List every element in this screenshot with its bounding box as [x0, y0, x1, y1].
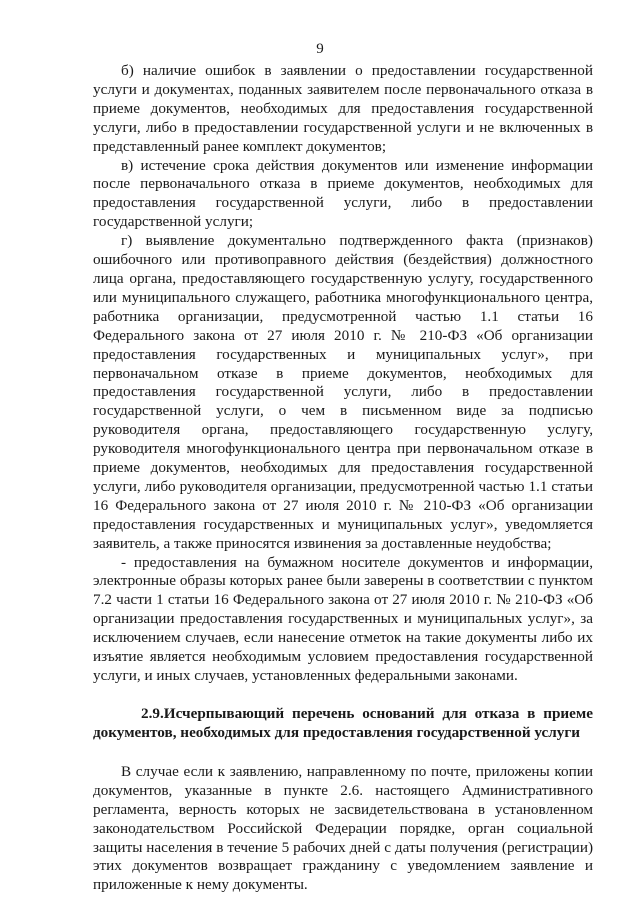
paragraph-v: в) истечение срока действия документов или изменение информации после первоначального отказа в приеме документов, необходимых для предоставления государственной услуги, либо в предоставлении государственной услуги; [93, 156, 593, 231]
paragraph-g: г) выявление документально подтвержденного факта (признаков) ошибочного или противоправного действия (бездействия) должностного лица органа, предоставляющего государственную услугу, государственного или муниципального служащего, работника многофункционального центра, работника организации, предусмотренной частью 1.1 статьи 16 Федерального закона от 27 июля 2010 г. № 210-ФЗ «Об организации предоставления государственных и муниципальных услуг», при первоначальном отказе в приеме документов, необходимых для предоставления государственной услуги, либо в предоставлении государственной услуги, о чем в письменном виде за подписью руководителя органа, предоставляющего государственную услугу, руководителя многофункционального центра при первоначальном отказе в приеме документов, необходимых для предоставления государственной услуги, либо руководителя организации, предусмотренной частью 1.1 статьи 16 Федерального закона от 27 июля 2010 г. № 210-ФЗ «Об организации предоставления государственных и муниципальных услуг», уведомляется заявитель, а также приносятся извинения за доставленные неудобства; [93, 232, 593, 552]
document-body [93, 62, 593, 895]
section-paragraph: В случае если к заявлению, направленному по почте, приложены копии документов, указанные в пункте 2.6. настоящего Административного регламента, верность которых не засвидетельствована в установленном законодательством Российской Федерации порядке, орган социальной защиты населения в течение 5 рабочих дней с даты получения (регистрации) этих документов возвращает гражданину с уведомлением заявление и приложенные к нему документы. [93, 762, 593, 894]
page-number: 9 [316, 41, 324, 57]
paragraph-dash: - предоставления на бумажном носителе документов и информации, электронные образы которых ранее были заверены в соответствии с пунктом 7.2 части 1 статьи 16 Федерального закона от 27 июля 2010 г. № 210-ФЗ «Об организации предоставления государственных и муниципальных услуг», за исключением случаев, если нанесение отметок на такие документы либо их изъятие является необходимым условием предоставления государственной услуги, и иных случаев, установленных федеральными законами. [93, 553, 593, 684]
paragraph-b: б) наличие ошибок в заявлении о предоставлении государственной услуги и документах, поданных заявителем после первоначального отказа в приеме документов, необходимых для предоставления государственной услуги, либо в предоставлении государственной услуги и не включенных в представленный ранее комплект документов; [93, 62, 593, 155]
section-heading: 2.9.Исчерпывающий перечень оснований для отказа в приеме документов, необходимых для предоставления государственной услуги [93, 704, 593, 741]
